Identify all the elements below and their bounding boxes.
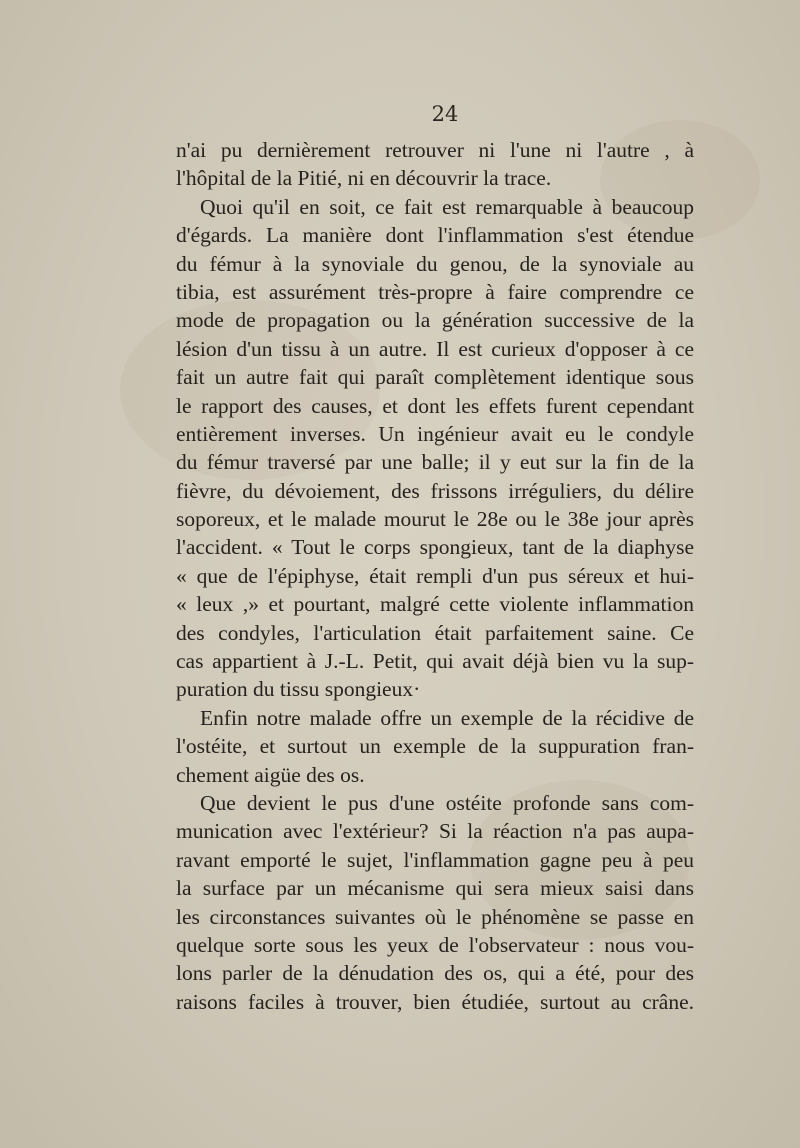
page-number: 24 xyxy=(431,102,459,126)
text-line: « que de l'épiphyse, était rempli d'un pus séreux et hui- xyxy=(176,563,694,588)
text-line: l'ostéite, et surtout un exemple de la suppuration fran- xyxy=(176,734,694,759)
text-line: cas appartient à J.-L. Petit, qui avait déjà bien vu la sup- xyxy=(176,649,694,674)
text-line: l'accident. « Tout le corps spongieux, tant de la diaphyse xyxy=(176,535,694,560)
text-line: d'égards. La manière dont l'inflammation s'est étendue xyxy=(176,223,694,248)
text-line: du fémur à la synoviale du genou, de la synoviale au xyxy=(176,251,694,276)
text-line: du fémur traversé par une balle; il y eut sur la fin de la xyxy=(176,450,694,475)
text-line: Enfin notre malade offre un exemple de la récidive de xyxy=(200,705,694,730)
text-line: fait un autre fait qui paraît complètement identique sous xyxy=(176,365,694,390)
text-line: la surface par un mécanisme qui sera mieux saisi dans xyxy=(176,876,694,901)
text-line: mode de propagation ou la génération successive de la xyxy=(176,308,694,333)
text-line: munication avec l'extérieur? Si la réaction n'a pas aupa- xyxy=(176,819,694,844)
text-line: chement aigüe des os. xyxy=(176,762,365,787)
text-line: quelque sorte sous les yeux de l'observateur : nous vou- xyxy=(176,932,694,957)
text-line: l'hôpital de la Pitié, ni en découvrir la trace. xyxy=(176,166,552,191)
text-line: fièvre, du dévoiement, des frissons irréguliers, du délire xyxy=(176,478,694,503)
text-line: lons parler de la dénudation des os, qui a été, pour des xyxy=(176,961,694,986)
text-line: des condyles, l'articulation était parfaitement saine. Ce xyxy=(176,620,694,645)
text-line: lésion d'un tissu à un autre. Il est curieux d'opposer à ce xyxy=(176,336,694,361)
text-line: raisons faciles à trouver, bien étudiée, surtout au crâne. xyxy=(176,989,694,1014)
text-line: tibia, est assurément très-propre à faire comprendre ce xyxy=(176,279,694,304)
text-line: Quoi qu'il en soit, ce fait est remarquable à beaucoup xyxy=(200,194,694,219)
text-line: entièrement inverses. Un ingénieur avait eu le condyle xyxy=(176,421,694,446)
text-line: soporeux, et le malade mourut le 28e ou le 38e jour après xyxy=(176,507,694,532)
text-line: ravant emporté le sujet, l'inflammation gagne peu à peu xyxy=(176,847,694,872)
text-line: le rapport des causes, et dont les effets furent cependant xyxy=(176,393,694,418)
text-line: « leux ,» et pourtant, malgré cette violente inflammation xyxy=(176,592,694,617)
body-text xyxy=(176,136,694,1016)
text-line: les circonstances suivantes où le phénomène se passe en xyxy=(176,904,694,929)
text-line: puration du tissu spongieux· xyxy=(176,677,421,702)
text-line: Que devient le pus d'une ostéite profonde sans com- xyxy=(200,790,694,815)
text-line: n'ai pu dernièrement retrouver ni l'une ni l'autre , à xyxy=(176,138,694,162)
